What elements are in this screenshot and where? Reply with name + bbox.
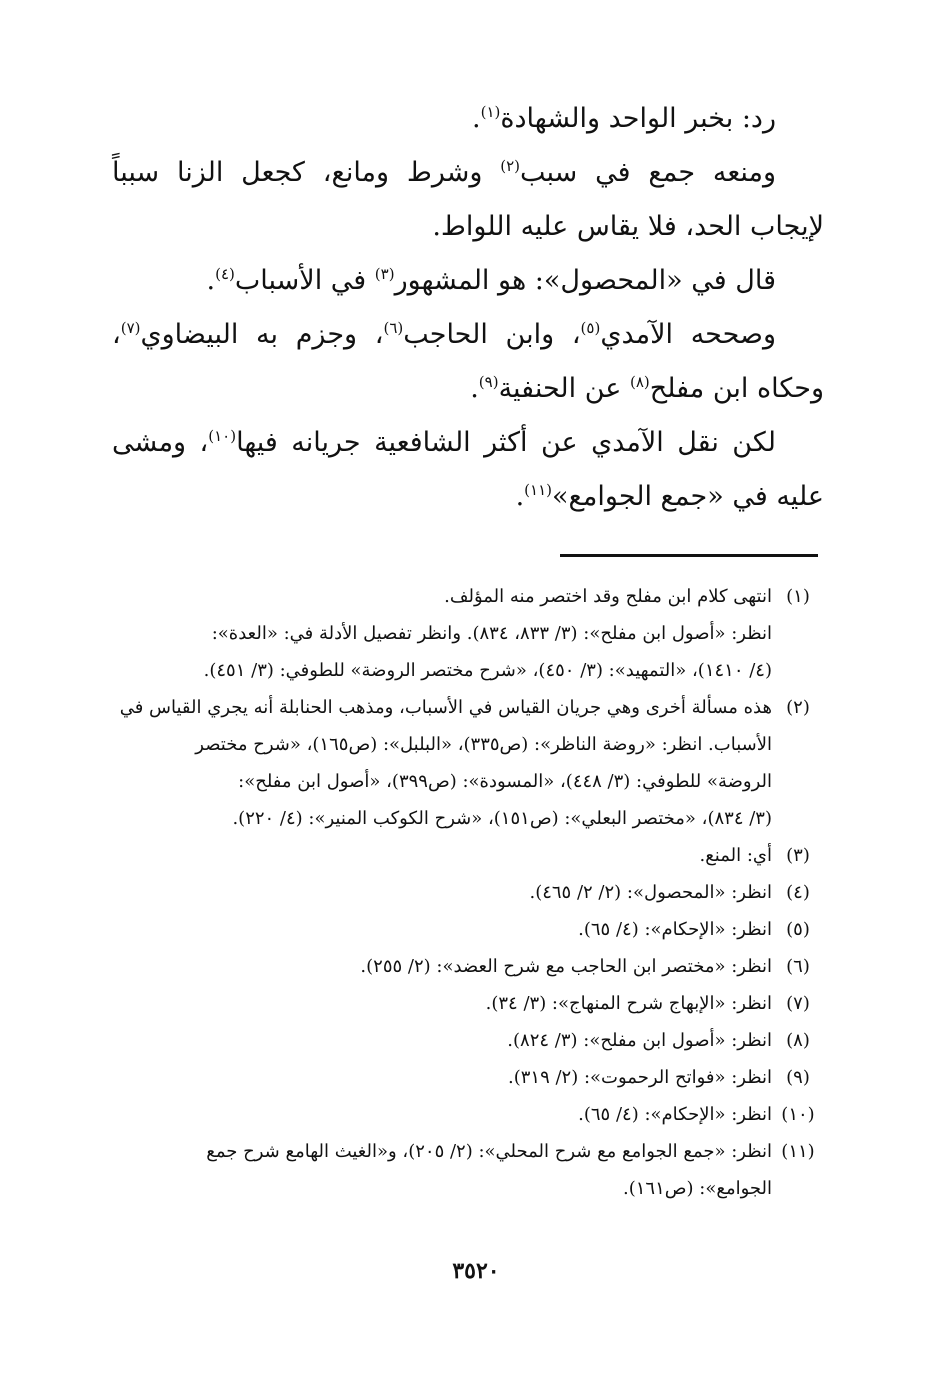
footnote-number: (١١): [781, 1141, 815, 1162]
footnote-number: (٦): [786, 956, 810, 977]
footnote-text: انظر: «فواتح الرحموت»: (٢/ ٣١٩).: [507, 1067, 772, 1088]
footnote: [112, 1096, 824, 1133]
footnote-ref: (١١): [524, 481, 553, 499]
footnote-text: أي: المنع.: [699, 845, 772, 866]
footnote: [112, 689, 824, 837]
main-text: [112, 92, 824, 524]
footnote-ref: (٩): [478, 373, 499, 391]
footnote-ref: (٧): [120, 319, 141, 337]
footnote: [112, 837, 824, 874]
book-page: [112, 92, 824, 1322]
footnote: [112, 1059, 824, 1096]
body-paragraph: رد: بخبر الواحد والشهادة$^{(١)}$.: [471, 103, 776, 134]
footnote: [112, 1022, 824, 1059]
footnote-ref: (٥): [580, 319, 601, 337]
footnote-number: (٥): [786, 919, 810, 940]
footnote-ref: (١): [480, 103, 501, 121]
footnote: [112, 948, 824, 985]
footnote-number: (٤): [786, 882, 810, 903]
footnote-ref: (٤): [215, 265, 235, 283]
footnote-ref: (٣): [374, 265, 395, 283]
body-paragraph: وصححه الآمدي$^{(٥)}$، وابن الحاجب$^{(٦)}$، وجزم به البيضاوي$^{(٧)}$، وحكاه ابن مفلح$^{(٨)}$ عن الحنفية$^{(٩)}$.: [112, 319, 824, 404]
footnote-ref: (٢): [500, 157, 521, 175]
footnote-text: انتهى كلام ابن مفلح وقد اختصر منه المؤلف. انظر: «أصول ابن مفلح»: (٣/ ٨٣٣، ٨٣٤). وانظر تفصيل الأدلة في: «العدة»: (٤/ ١٤١٠)، «التمهيد»: (٣/ ٤٥٠)، «شرح مختصر الروضة» للطوفي: (٣/ ٤٥١).: [203, 586, 772, 681]
body-paragraph: قال في «المحصول»: هو المشهور$^{(٣)}$ في الأسباب$^{(٤)}$.: [206, 265, 776, 296]
footnote-number: (٩): [786, 1067, 810, 1088]
footnote-text: هذه مسألة أخرى وهي جريان القياس في الأسباب، ومذهب الحنابلة أنه يجري القياس في الأسباب. انظر: «روضة الناظر»: (ص٣٣٥)، «البلبل»: (ص١٦٥)، «شرح مختصر الروضة» للطوفي: (٣/ ٤٤٨)، «المسودة»: (ص٣٩٩)، «أصول ابن مفلح»: (٣/ ٨٣٤)، «مختصر البعلي»: (ص١٥١)، «شرح الكوكب المنير»: (٤/ ٢٢٠).: [119, 697, 772, 829]
footnote: [112, 874, 824, 911]
page-number: ٣٥٢٠: [452, 1258, 500, 1284]
footnote-ref: (٦): [383, 319, 404, 337]
footnote-text: انظر: «أصول ابن مفلح»: (٣/ ٨٢٤).: [507, 1030, 772, 1051]
body-paragraph: ومنعه جمع في سبب$^{(٢)}$ وشرط ومانع، كجعل الزنا سبباً لإيجاب الحد، فلا يقاس عليه اللواط.: [112, 157, 824, 242]
body-paragraph: لكن نقل الآمدي عن أكثر الشافعية جريانه فيها$^{(١٠)}$، ومشى عليه في «جمع الجوامع»$^{(١١)}$.: [112, 427, 824, 512]
footnote-text: انظر: «الإبهاج شرح المنهاج»: (٣/ ٣٤).: [485, 993, 772, 1014]
footnote-separator: [560, 554, 818, 557]
footnote: [112, 911, 824, 948]
footnote: [112, 1133, 824, 1207]
footnote-ref: (٨): [629, 373, 650, 391]
footnote-number: (١): [786, 586, 810, 607]
footnotes: [112, 578, 824, 1207]
footnote-number: (٣): [786, 845, 810, 866]
footnote-number: (١٠): [781, 1104, 815, 1125]
footnote-text: انظر: «مختصر ابن الحاجب مع شرح العضد»: (٢/ ٢٥٥).: [360, 956, 772, 977]
footnote-text: انظر: «جمع الجوامع مع شرح المحلي»: (٢/ ٢٠٥)، و«الغيث الهامع شرح جمع الجوامع»: (ص١٦١).: [206, 1141, 772, 1199]
footnote-ref: (١٠): [208, 427, 237, 445]
footnote: [112, 985, 824, 1022]
footnote-number: (٧): [786, 993, 810, 1014]
footnote-text: انظر: «الإحكام»: (٤/ ٦٥).: [578, 1104, 772, 1125]
footnote-number: (٨): [786, 1030, 810, 1051]
footnote-text: انظر: «المحصول»: (٢/ ٢/ ٤٦٥).: [529, 882, 772, 903]
footnote-number: (٢): [786, 697, 810, 718]
footnote-text: انظر: «الإحكام»: (٤/ ٦٥).: [578, 919, 772, 940]
footnote: [112, 578, 824, 689]
